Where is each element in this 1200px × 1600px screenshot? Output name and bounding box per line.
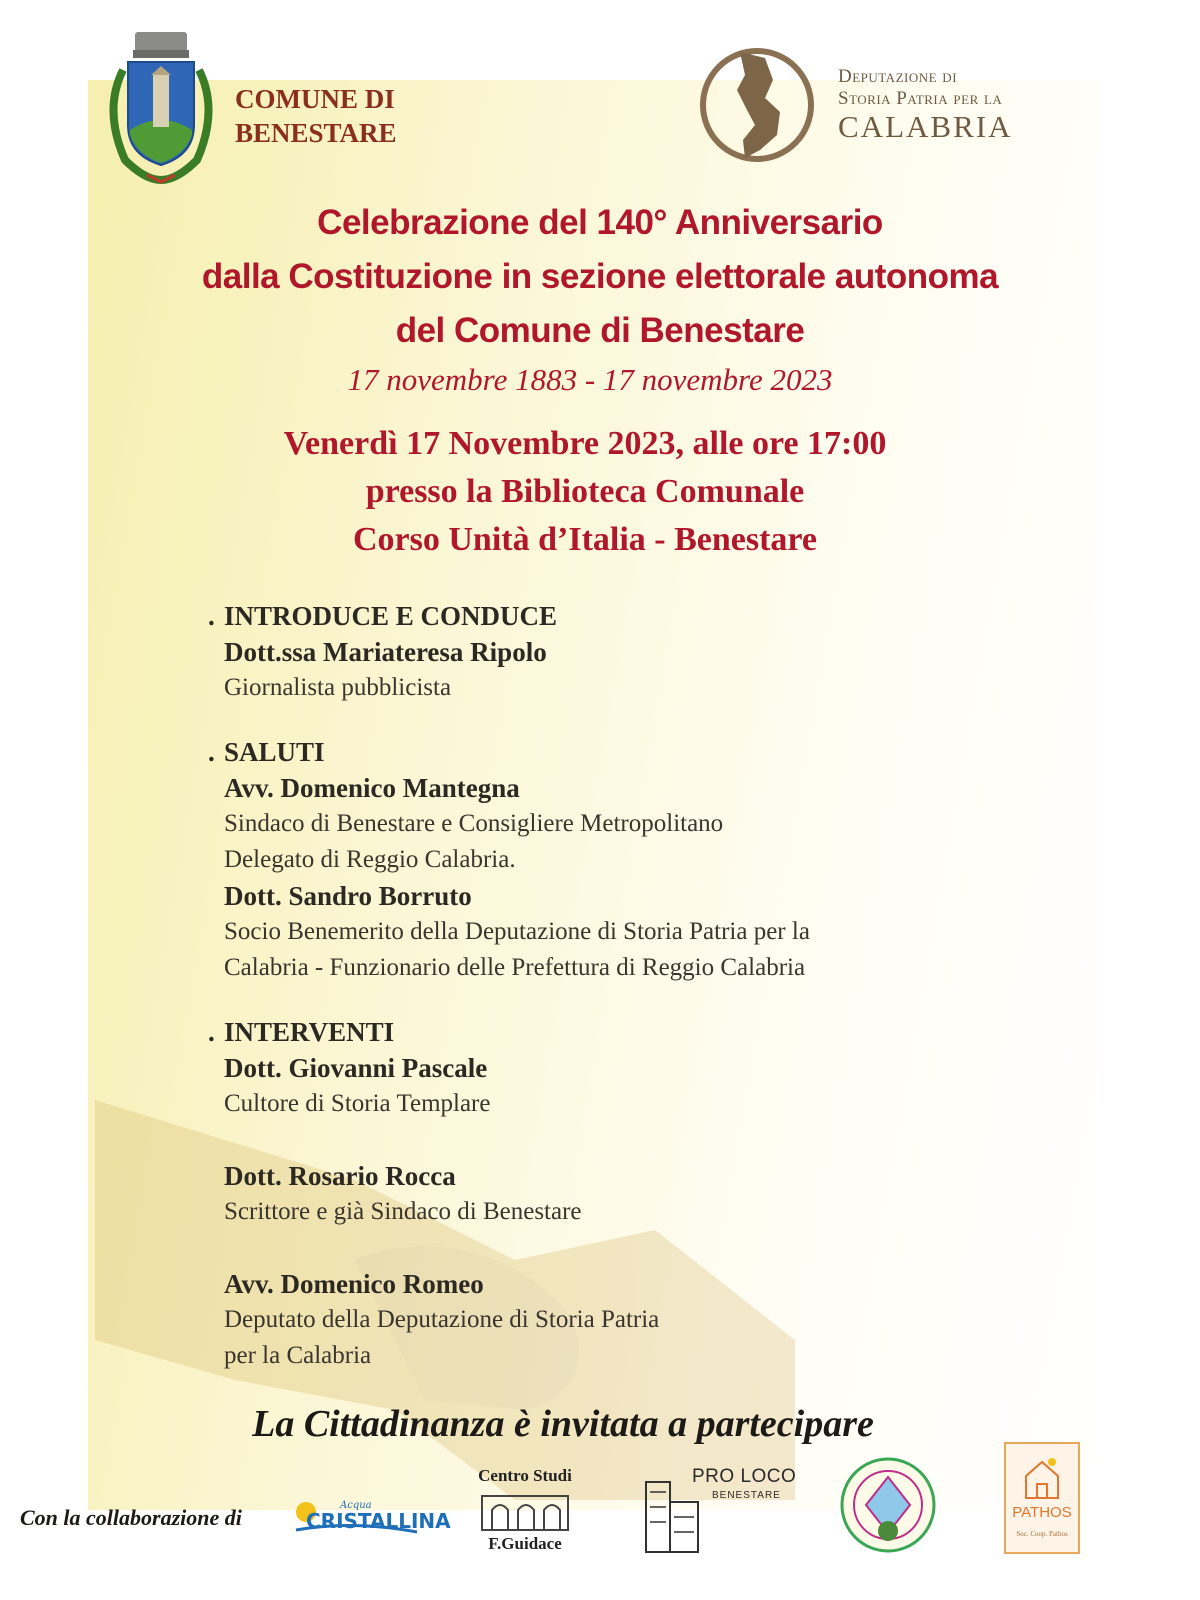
deputazione-name (838, 66, 1012, 144)
comune-line1: COMUNE DI (235, 84, 395, 114)
speaker-name: Dott. Sandro Borruto (224, 881, 472, 911)
event-venue: presso la Biblioteca Comunale (365, 473, 805, 510)
title-line1: Celebrazione del 140° Anniversario (317, 203, 883, 242)
speaker-name: Dott.ssa Mariateresa Ripolo (224, 637, 547, 667)
deputazione-calabria-logo (695, 40, 820, 170)
speaker (208, 878, 1008, 986)
deputazione-line3: CALABRIA (838, 109, 1013, 144)
svg-text:Acqua: Acqua (340, 1500, 372, 1511)
centro-studi-name: F.Guidace (488, 1534, 562, 1553)
event-date-time: Venerdì 17 Novembre 2023, alle ore 17:00 (283, 425, 887, 462)
section-interventi (208, 1014, 1008, 1374)
speaker-role: Sindaco di Benestare e Consigliere Metropolitano (224, 810, 724, 837)
event-details (0, 420, 1170, 564)
speaker-name: Dott. Rosario Rocca (224, 1161, 456, 1191)
speaker-role: Socio Benemerito della Deputazione di Storia Patria per la (224, 918, 810, 945)
speaker-role: Giornalista pubblicista (224, 674, 452, 701)
section-title (208, 598, 1008, 634)
comune-name (235, 82, 397, 150)
speaker (208, 770, 1008, 878)
speaker-name: Avv. Domenico Mantegna (224, 773, 520, 803)
anniversary-date-range: 17 novembre 1883 - 17 novembre 2023 (347, 362, 833, 397)
associazione-culturale-logo (838, 1455, 938, 1555)
speaker-name: Avv. Domenico Romeo (224, 1269, 484, 1299)
title-line3: del Comune di Benestare (395, 311, 805, 350)
collaboration-label: Con la collaborazione di (20, 1505, 242, 1530)
speaker (208, 1266, 1008, 1374)
section-saluti (208, 734, 1008, 986)
pro-loco-title: PRO LOCO (692, 1466, 797, 1487)
program (208, 598, 1008, 1402)
speaker-role: Calabria - Funzionario delle Prefettura di Reggio Calabria (224, 954, 806, 981)
cristallina-logo (292, 1490, 451, 1546)
centro-studi-logo (465, 1466, 585, 1566)
speaker-role: Delegato di Reggio Calabria. (224, 846, 516, 873)
pathos-title: PATHOS (1012, 1504, 1072, 1521)
svg-text:CRISTALLINA: CRISTALLINA (306, 1509, 451, 1533)
section-title-text: SALUTI (224, 737, 325, 767)
event-title (0, 196, 1200, 358)
house-icon (1022, 1456, 1062, 1500)
deputazione-line2: Storia Patria per la (838, 88, 1003, 109)
pro-loco-subtitle: BENESTARE (712, 1490, 781, 1501)
section-title (208, 1014, 1008, 1050)
speaker-role: Deputato della Deputazione di Storia Patria (224, 1306, 660, 1333)
speaker (208, 1050, 1008, 1122)
section-intro (208, 598, 1008, 706)
section-title-text: INTERVENTI (224, 1017, 395, 1047)
bullet: . (208, 601, 215, 631)
building-icon (480, 1486, 570, 1532)
deputazione-line1: Deputazione di (838, 66, 958, 87)
pro-loco-logo (640, 1462, 810, 1557)
pathos-subtitle: Soc. Coop. Pathos (1016, 1530, 1068, 1538)
speaker-role: per la Calabria (224, 1342, 372, 1369)
section-title (208, 734, 1008, 770)
speaker (208, 1158, 1008, 1230)
title-line2: dalla Costituzione in sezione elettorale autonoma (201, 257, 999, 296)
speaker-role: Scrittore e già Sindaco di Benestare (224, 1198, 582, 1225)
centro-studi-title: Centro Studi (478, 1466, 572, 1485)
bullet: . (208, 1017, 215, 1047)
benestare-coat-of-arms (95, 30, 225, 185)
pathos-logo (1004, 1442, 1080, 1554)
speaker-role: Cultore di Storia Templare (224, 1090, 491, 1117)
bullet: . (208, 737, 215, 767)
event-address: Corso Unità d’Italia - Benestare (353, 521, 817, 558)
speaker-name: Dott. Giovanni Pascale (224, 1053, 488, 1083)
comune-line2: BENESTARE (235, 118, 397, 148)
speaker (208, 634, 1008, 706)
section-title-text: INTRODUCE E CONDUCE (224, 601, 558, 631)
invitation-line: La Cittadinanza è invitata a partecipare (252, 1403, 874, 1445)
